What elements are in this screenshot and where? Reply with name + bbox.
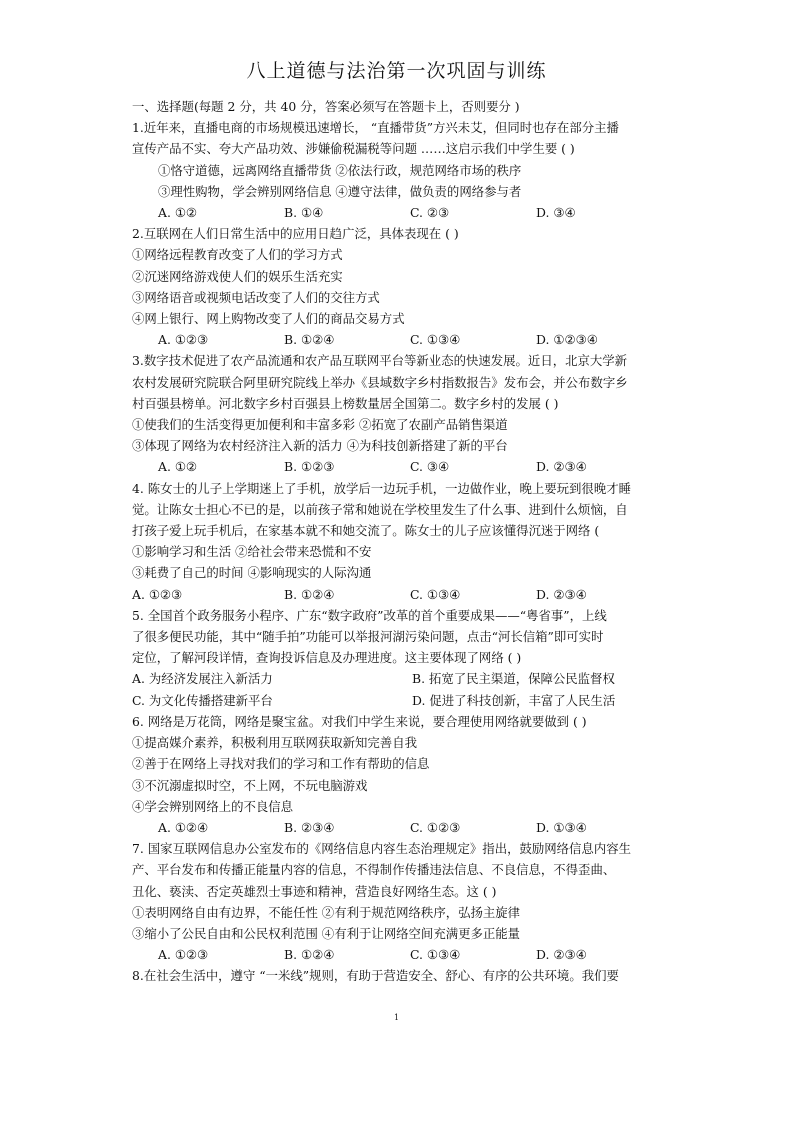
question-stem: 村百强县榜单。河北数字乡村百强县上榜数量居全国第二。数字乡村的发展 ( ) [132, 395, 559, 411]
question-6 [132, 711, 692, 838]
question-stem: 宣传产品不实、夸大产品功效、涉嫌偷税漏税等问题 ……这启示我们中学生要 ( ) [132, 141, 575, 157]
statement-item: ③耗费了自己的时间 ④影响现实的人际沟通 [132, 565, 372, 581]
question-2 [132, 223, 692, 350]
statement-item: ①表明网络自由有边界，不能任性 ②有利于规范网络秩序，弘扬主旋律 [132, 904, 521, 920]
question-stem: 7. 国家互联网信息办公室发布的《网络信息内容生态治理规定》指出，鼓励网络信息内容生 [132, 841, 631, 857]
question-7 [132, 838, 692, 965]
option-c: C. ①③④ [410, 586, 461, 602]
question-stem: 3.数字技术促进了农产品流通和农产品互联网平台等新业态的快速发展。近日，北京大学新 [132, 353, 628, 369]
answer-options [132, 817, 692, 838]
answer-options [132, 456, 692, 477]
statement-item: ③体现了网络为农村经济注入新的活力 ④为科技创新搭建了新的平台 [132, 438, 508, 454]
option-b: B. ①②④ [284, 586, 335, 602]
option-d: D. ①③④ [536, 819, 587, 835]
option-b: B. ②③④ [284, 819, 335, 835]
option-d: D. ③④ [536, 205, 576, 221]
option-b: B. ①②④ [284, 332, 335, 348]
statement-item: ④网上银行、网上购物改变了人们的商品交易方式 [132, 311, 405, 327]
option-a: A. ①②③ [158, 947, 209, 963]
question-stem: 6. 网络是万花筒，网络是聚宝盆。对我们中学生来说，要合理使用网络就要做到 ( ) [132, 713, 587, 729]
question-stem: 8.在社会生活中，遵守 “一米线”规则，有助于营造安全、舒心、有序的公共环境。我们要 [132, 968, 619, 984]
question-list [132, 96, 692, 987]
statement-item: ③理性购物，学会辨别网络信息 ④遵守法律，做负责的网络参与者 [158, 183, 522, 199]
option-a: A. ①② [158, 459, 198, 475]
option-d: D. ①②③④ [536, 332, 598, 348]
statement-item: ①网络远程教育改变了人们的学习方式 [132, 247, 343, 263]
question-3 [132, 350, 692, 477]
answer-options [132, 944, 692, 965]
question-stem: 丑化、亵渎、否定英雄烈士事迹和精神，营造良好网络生态。这 ( ) [132, 883, 497, 899]
option-b: B. ①④ [284, 205, 324, 221]
answer-options [132, 668, 692, 689]
option-a: A. 为经济发展注入新活力 [132, 671, 273, 687]
option-a: A. ①②④ [158, 819, 209, 835]
answer-options [132, 690, 692, 711]
question-4 [132, 478, 692, 605]
question-stem: 产、平台发布和传播正能量内容的信息，不得制作传播违法信息、不良信息，不得歪曲、 [132, 862, 616, 878]
question-stem: 农村发展研究院联合阿里研究院线上举办《县域数字乡村指数报告》发布会，并公布数字乡 [132, 374, 628, 390]
option-b: B. ①②③ [284, 459, 335, 475]
option-d: D. ②③④ [536, 459, 587, 475]
statement-item: ①恪守道德，远离网络直播带货 ②依法行政，规范网络市场的秩序 [158, 162, 522, 178]
option-c: C. ①②③ [410, 819, 461, 835]
question-stem: 2.互联网在人们日常生活中的应用日趋广泛，具体表现在 ( ) [132, 226, 459, 242]
option-b: B. 拓宽了民主渠道，保障公民监督权 [412, 671, 615, 687]
statement-item: ④学会辨别网络上的不良信息 [132, 798, 294, 814]
question-stem: 了很多便民功能，其中“随手拍”功能可以举报河湖污染问题，点击“河长信箱”即可实时 [132, 629, 604, 645]
statement-item: ③缩小了公民自由和公民权利范围 ④有利于让网络空间充满更多正能量 [132, 925, 521, 941]
answer-options [132, 329, 692, 350]
option-d: D. 促进了科技创新，丰富了人民生活 [412, 692, 616, 708]
question-8 [132, 965, 692, 986]
option-c: C. ①③④ [410, 332, 461, 348]
page-number: 1 [393, 1013, 400, 1022]
option-d: D. ②③④ [536, 947, 587, 963]
statement-item: ②沉迷网络游戏使人们的娱乐生活充实 [132, 268, 343, 284]
option-a: A. ①② [158, 205, 198, 221]
statement-item: ①使我们的生活变得更加便利和丰富多彩 ②拓宽了农副产品销售渠道 [132, 417, 508, 433]
question-stem: 4. 陈女士的儿子上学期迷上了手机，放学后一边玩手机，一边做作业，晚上要玩到很晚才睡 [132, 480, 631, 496]
answer-options [132, 202, 692, 223]
statement-item: ③网络语音或视频电话改变了人们的交往方式 [132, 289, 380, 305]
option-c: C. ③④ [410, 459, 450, 475]
option-b: B. ①②④ [284, 947, 335, 963]
question-1 [132, 117, 692, 223]
section-heading: 一、选择题(每题 2 分，共 40 分，答案必须写在答题卡上，否则要分 ) [132, 99, 520, 114]
option-c: C. ②③ [410, 205, 450, 221]
statement-item: ①提高媒介素养，积极利用互联网获取新知完善自我 [132, 735, 417, 751]
option-c: C. ①③④ [410, 947, 461, 963]
statement-item: ③不沉溺虚拟时空，不上网，不玩电脑游戏 [132, 777, 368, 793]
option-d: D. ②③④ [536, 586, 587, 602]
page-title: 八上道德与法治第一次巩固与训练 [246, 60, 547, 82]
question-stem: 定位，了解河段详情，查询投诉信息及办理进度。这主要体现了网络 ( ) [132, 650, 522, 666]
question-stem: 觉。让陈女士担心不已的是，以前孩子常和她说在学校里发生了什么事、进到什么烦恼，自 [132, 501, 628, 517]
option-a: A. ①②③ [132, 586, 183, 602]
option-c: C. 为文化传播搭建新平台 [132, 692, 273, 708]
question-stem: 1.近年来，直播电商的市场规模迅速增长， “直播带货”方兴未艾，但同时也存在部分主播 [132, 120, 619, 136]
question-5 [132, 605, 692, 711]
option-a: A. ①②③ [158, 332, 209, 348]
question-stem: 打孩子爱上玩手机后，在家基本就不和她交流了。陈女士的儿子应该懂得沉迷于网络 ( [132, 523, 600, 539]
statement-item: ②善于在网络上寻找对我们的学习和工作有帮助的信息 [132, 756, 430, 772]
answer-options [132, 584, 692, 605]
statement-item: ①影响学习和生活 ②给社会带来恐慌和不安 [132, 544, 372, 560]
question-stem: 5. 全国首个政务服务小程序、广东“数字政府”改革的首个重要成果——“粤省事”，上线 [132, 607, 607, 623]
